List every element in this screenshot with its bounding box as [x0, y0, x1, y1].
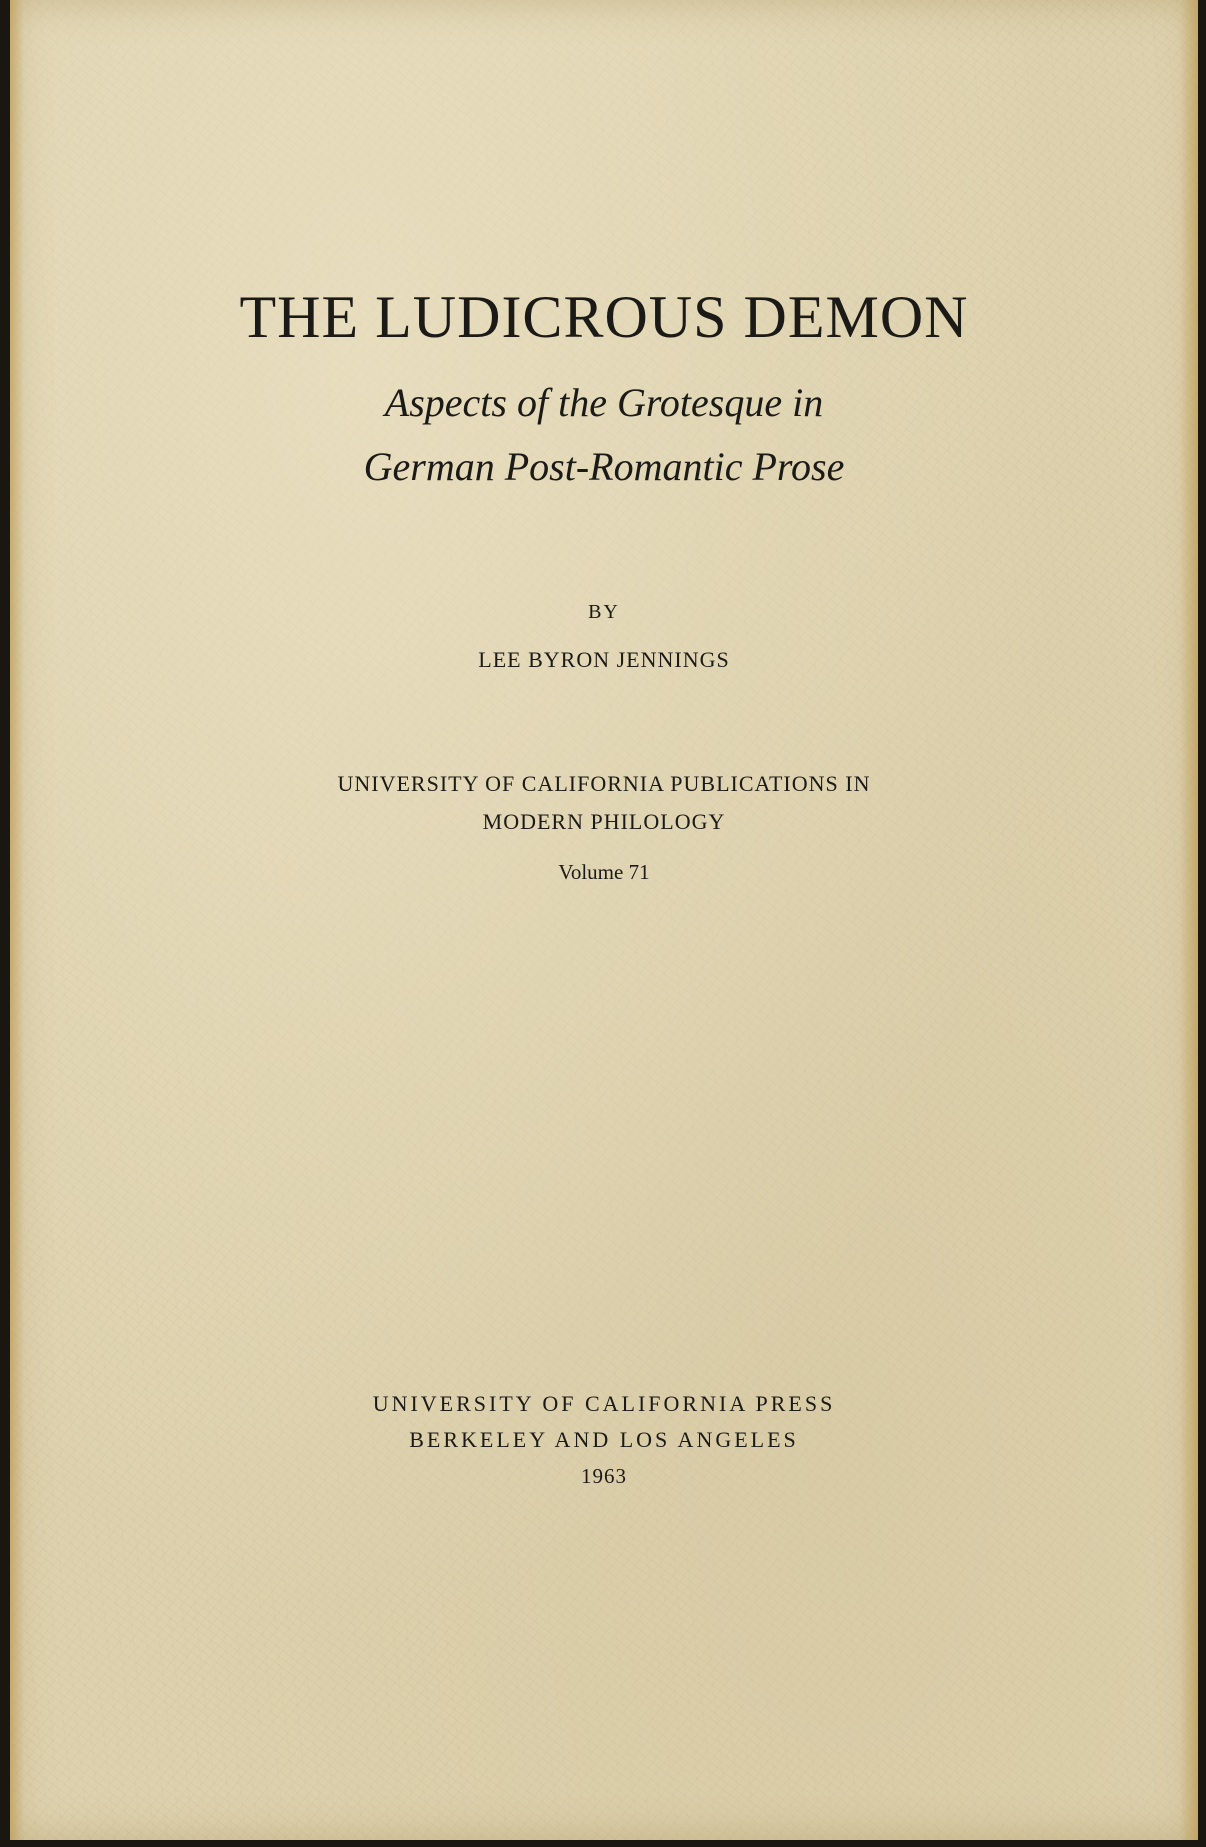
by-label: BY	[588, 601, 620, 623]
series-name-line-1: UNIVERSITY OF CALIFORNIA PUBLICATIONS IN	[337, 771, 871, 796]
book-subtitle-line-1: Aspects of the Grotesque in	[384, 380, 824, 425]
book-subtitle-line-2: German Post-Romantic Prose	[363, 444, 845, 489]
cover-left-edge	[10, 0, 24, 1840]
publisher-location: BERKELEY AND LOS ANGELES	[409, 1427, 799, 1452]
cover-right-edge	[1180, 0, 1198, 1840]
publication-year: 1963	[581, 1464, 627, 1488]
author-name: LEE BYRON JENNINGS	[478, 647, 730, 672]
book-title: THE LUDICROUS DEMON	[239, 284, 969, 350]
volume-number: Volume 71	[558, 860, 650, 884]
book-cover	[10, 0, 1198, 1840]
series-name-line-2: MODERN PHILOLOGY	[482, 809, 726, 834]
publisher-name: UNIVERSITY OF CALIFORNIA PRESS	[372, 1391, 836, 1416]
